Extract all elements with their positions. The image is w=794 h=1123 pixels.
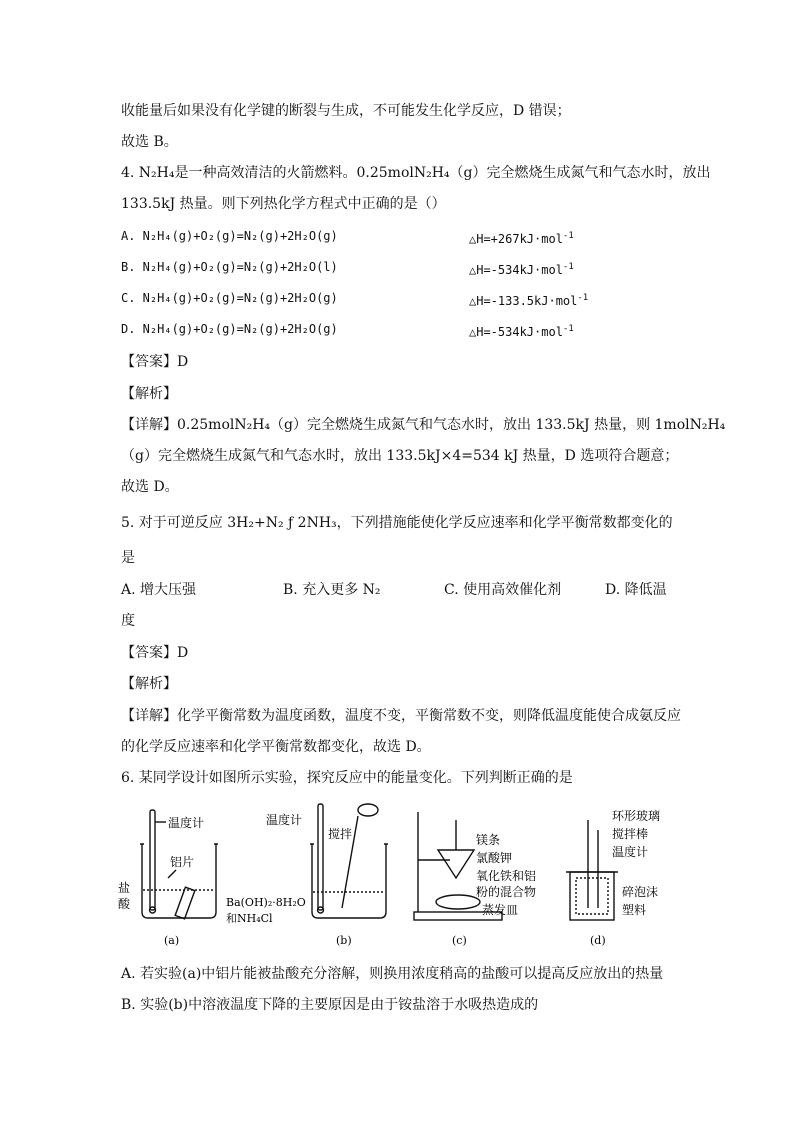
question-5-stem: 是 [121,550,135,566]
detail-text: 【详解】化学平衡常数为温度函数，温度不变，平衡常数不变，则降低温度能使合成氨反应 [121,708,681,724]
analysis-label: 【解析】 [121,386,177,402]
answer-label: 【答案】D [121,645,189,661]
label: 酸 [118,897,131,911]
text-line: 收能量后如果没有化学键的断裂与生成，不可能发生化学反应，D 错误； [121,103,571,119]
thermometer-b [318,804,323,910]
detail-text: 【详解】0.25molN₂H₄（g）完全燃烧生成氮气和气态水时，放出 133.5kJ 热量，则 1molN₂H₄ [121,417,726,433]
enthalpy: △H=+267kJ·mol$^{-1}$ [469,231,574,246]
option-d-continued: 度 [121,613,135,629]
detail-text: 的化学反应速率和化学平衡常数都变化，故选 D。 [121,739,431,755]
label: 环形玻璃 [612,809,661,823]
label: 镁条 [476,833,501,847]
answer-label: 【答案】D [121,354,189,370]
label: 粉的混合物 [476,885,537,899]
label: 蒸发皿 [482,903,519,917]
enthalpy: △H=-534kJ·mol$^{-1}$ [469,324,574,339]
thermometer-a [150,810,155,910]
label: 碎泡沫 [622,885,659,899]
detail-text: 故选 D。 [121,479,179,495]
label: 搅拌 [328,827,353,841]
option-a[interactable]: A. 若实验(a)中铝片能被盐酸充分溶解，则换用浓度稍高的盐酸可以提高反应放出的热量 [121,966,664,982]
evaporating-dish [436,895,480,909]
question-4-stem: 133.5kJ 热量。则下列热化学方程式中正确的是（） [121,196,446,212]
label: 盐 [118,881,131,895]
option-c[interactable]: C. 使用高效催化剂 [444,582,562,598]
analysis-label: 【解析】 [121,676,177,692]
equation: C. N₂H₄(g)+O₂(g)=N₂(g)+2H₂O(g) [121,291,338,305]
funnel [438,850,474,878]
enthalpy: △H=-534kJ·mol$^{-1}$ [469,262,574,277]
option-a[interactable]: A. 增大压强 [121,582,197,598]
label: 氯酸钾 [476,851,513,865]
caption-b: (b) [336,934,352,947]
option-b[interactable]: B. 实验(b)中溶液温度下降的主要原因是由于铵盐溶于水吸热造成的 [121,997,539,1013]
option-c[interactable] [121,288,589,308]
label: 和NH₄Cl [226,912,273,925]
label: 温度计 [266,813,303,827]
detail-text: （g）完全燃烧生成氮气和气态水时，放出 133.5kJ×4=534 kJ 热量，D 选项符合题意； [121,448,679,464]
aluminum-foil [175,887,195,919]
question-4-stem: 4. N₂H₄是一种高效清洁的火箭燃料。0.25molN₂H₄（g）完全燃烧生成氮气和气态水时，放出 [121,165,711,181]
label: 塑料 [622,903,647,917]
label: 搅拌棒 [612,827,649,841]
equation: D. N₂H₄(g)+O₂(g)=N₂(g)+2H₂O(g) [121,322,338,336]
option-d[interactable]: D. 降低温 [605,582,667,598]
label: 温度计 [168,816,205,830]
enthalpy: △H=-133.5kJ·mol$^{-1}$ [469,293,589,308]
caption-c: (c) [452,934,467,947]
label: 铝片 [170,855,195,869]
label: Ba(OH)₂·8H₂O [226,896,306,909]
equation: B. N₂H₄(g)+O₂(g)=N₂(g)+2H₂O(l) [121,260,338,274]
caption-a: (a) [164,934,180,947]
option-b[interactable]: B. 充入更多 N₂ [283,582,381,598]
text-line: 故选 B。 [121,134,178,150]
question-5-stem: 5. 对于可逆反应 3H₂+N₂ ƒ 2NH₃，下列措施能使化学反应速率和化学平衡常数都变化的 [121,515,673,531]
equation: A. N₂H₄(g)+O₂(g)=N₂(g)+2H₂O(g) [121,229,338,243]
option-d[interactable] [121,319,574,339]
option-a[interactable] [121,226,574,246]
question-6-stem: 6. 某同学设计如图所示实验，探究反应中的能量变化。下列判断正确的是 [121,770,573,786]
label: 氧化铁和铝 [476,869,537,883]
experiment-figure [118,800,678,952]
label: 温度计 [612,845,649,859]
caption-d: (d) [590,934,606,947]
option-b[interactable] [121,257,574,277]
